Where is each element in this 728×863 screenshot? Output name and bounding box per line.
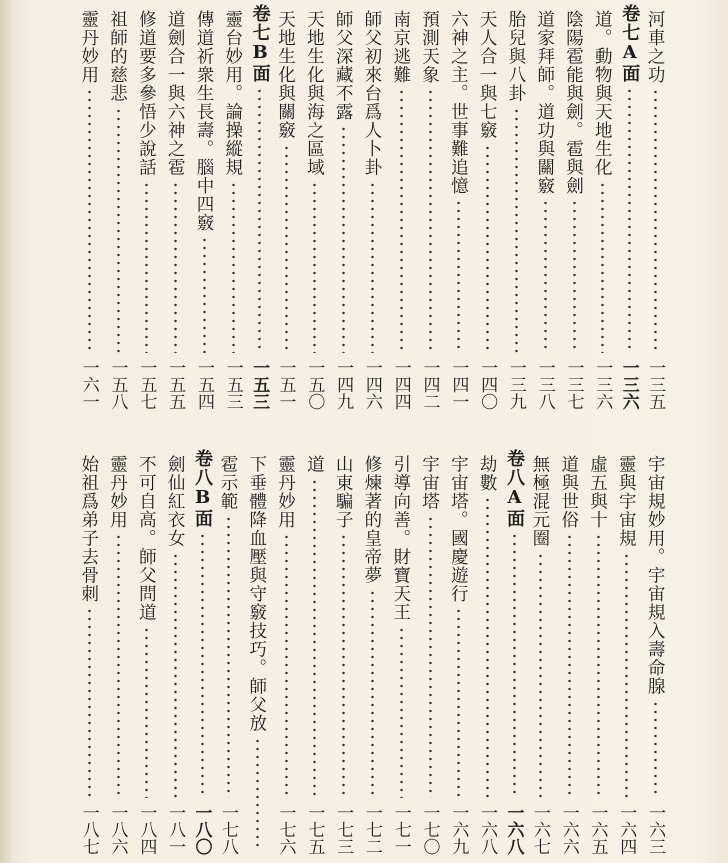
toc-page-number: 一五四 <box>193 359 214 410</box>
toc-entry <box>214 455 243 855</box>
toc-entry <box>219 10 248 410</box>
toc-entry <box>444 10 473 410</box>
dot-leader <box>256 737 259 850</box>
dot-leader <box>145 181 148 354</box>
toc-entry <box>444 455 473 855</box>
dot-leader <box>88 607 91 798</box>
toc-page-number: 一六六 <box>558 804 579 855</box>
toc-entry-title: 雹示範 <box>217 455 238 511</box>
toc-entry <box>526 455 555 855</box>
toc-entry <box>584 455 613 855</box>
toc-page-number: 一五五 <box>165 359 186 410</box>
toc-entry <box>300 455 329 855</box>
toc-page-number: 一四二 <box>419 359 440 410</box>
toc-entry-title: 修煉著的皇帝夢 <box>361 455 382 585</box>
dot-leader <box>539 552 542 799</box>
toc-page-number: 一四四 <box>390 359 411 410</box>
dot-leader <box>457 199 460 353</box>
toc-entry-title: 不可自高。師父問道 <box>136 455 157 622</box>
dot-leader <box>486 496 489 798</box>
toc-entry-title: 下垂體降血壓與守竅技巧。師父放 <box>246 455 267 733</box>
section-heading-title: 卷七A面 <box>619 4 641 83</box>
toc-entry-title: 靈台妙用。論操縱規 <box>222 10 243 177</box>
toc-page-number: 一八〇 <box>191 804 212 855</box>
toc-entry-title: 師父初來台爲人卜卦 <box>361 10 382 177</box>
dot-leader <box>457 607 460 798</box>
dot-leader <box>285 144 288 354</box>
toc-entry <box>473 455 502 855</box>
dot-leader <box>400 626 403 799</box>
toc-page-number: 一五七 <box>136 359 157 410</box>
toc-entry <box>358 455 387 855</box>
toc-entry <box>75 455 104 855</box>
toc-entry-title: 道 <box>304 455 325 474</box>
dot-leader <box>342 533 345 798</box>
toc-entry-title: 無極混元圈 <box>529 455 550 548</box>
toc-entry-title: 山東騙子 <box>333 455 354 529</box>
toc-entry-title: 南京逃難 <box>390 10 411 84</box>
dot-leader <box>371 589 374 799</box>
toc-entry-title: 靈丹妙用 <box>107 455 128 529</box>
toc-page-number: 一七二 <box>361 804 382 855</box>
toc-entry-title: 引導向善。財寶天王 <box>390 455 411 622</box>
dot-leader <box>227 515 230 799</box>
toc-page-number: 一五三 <box>222 359 243 410</box>
dot-leader <box>174 181 177 354</box>
dot-leader <box>232 181 235 354</box>
toc-page-number: 一八七 <box>78 804 99 855</box>
toc-entry <box>473 10 502 410</box>
toc-entry <box>75 10 104 410</box>
toc-entry-title: 靈與宇宙規 <box>616 455 637 548</box>
toc-entry-title: 靈丹妙用 <box>275 455 296 529</box>
toc-page-number: 一六八 <box>477 804 498 855</box>
toc-page-number: 一四九 <box>333 359 354 410</box>
dot-leader <box>601 181 604 354</box>
dot-leader <box>117 533 120 798</box>
toc-entry <box>641 455 670 855</box>
toc-entry <box>272 455 301 855</box>
toc-page-number: 一三六 <box>592 359 613 410</box>
toc-page-number: 一五八 <box>107 359 128 410</box>
section-heading-title: 卷八B面 <box>192 449 214 528</box>
toc-entry-title: 宇宙塔 <box>419 455 440 511</box>
toc-entry-title: 宇宙塔。國慶遊行 <box>448 455 469 603</box>
toc-entry <box>416 10 445 410</box>
dot-leader <box>88 88 91 353</box>
toc-page-number: 一五〇 <box>304 359 325 410</box>
toc-entry-title: 河車之功 <box>645 10 666 84</box>
toc-page-number: 一五三 <box>249 359 270 410</box>
toc-entry-title: 天人合一與七竅 <box>477 10 498 140</box>
toc-entry <box>161 455 190 855</box>
toc-page-number: 一七三 <box>333 804 354 855</box>
dot-leader <box>429 88 432 353</box>
toc-page-number: 一六九 <box>448 804 469 855</box>
toc-entry <box>272 10 301 410</box>
dot-leader <box>342 125 345 353</box>
section-heading <box>190 449 214 855</box>
dot-leader <box>515 107 518 354</box>
toc-page-number: 一三五 <box>645 359 666 410</box>
toc-entry <box>243 455 272 855</box>
toc-page-number: 一五一 <box>275 359 296 410</box>
toc-page-number: 一七〇 <box>419 804 440 855</box>
section-heading <box>248 4 272 410</box>
toc-page-number: 一六八 <box>503 804 524 855</box>
dot-leader <box>285 533 288 798</box>
toc-entry-title: 師父深藏不露 <box>333 10 354 121</box>
toc-page-number: 一七一 <box>390 804 411 855</box>
toc-entry-title: 劫數 <box>477 455 498 492</box>
toc-entry <box>104 455 133 855</box>
toc-entry <box>387 455 416 855</box>
dot-leader <box>544 199 547 353</box>
dot-leader <box>513 532 516 798</box>
dot-leader <box>568 533 571 798</box>
dot-leader <box>371 181 374 354</box>
toc-page-number: 一六四 <box>616 804 637 855</box>
dot-leader <box>400 88 403 353</box>
toc-entry <box>612 455 641 855</box>
toc-entry <box>531 10 560 410</box>
section-heading <box>502 449 526 855</box>
toc-entry-title: 祖師的慈悲 <box>107 10 128 103</box>
dot-leader <box>573 199 576 353</box>
dot-leader <box>486 144 489 354</box>
dot-leader <box>258 87 261 353</box>
toc-entry-title: 天地生化與關竅 <box>275 10 296 140</box>
toc-entry <box>560 10 589 410</box>
toc-page-number: 一四一 <box>448 359 469 410</box>
toc-page-number: 一三六 <box>618 359 639 410</box>
toc-page-number: 一四〇 <box>477 359 498 410</box>
section-heading-title: 卷七B面 <box>249 4 271 83</box>
toc-page-number: 一四六 <box>361 359 382 410</box>
toc-entry <box>555 455 584 855</box>
toc-entry-title: 胎兒與八卦 <box>505 10 526 103</box>
toc-entry <box>329 455 358 855</box>
toc-top-section <box>0 4 728 410</box>
toc-bottom-section <box>0 449 728 855</box>
toc-entry <box>387 10 416 410</box>
toc-page-number: 一八一 <box>165 804 186 855</box>
toc-page-number: 一三七 <box>563 359 584 410</box>
toc-page-number: 一八四 <box>136 804 157 855</box>
toc-page-number: 一七五 <box>304 804 325 855</box>
toc-entry-title: 預測天象 <box>419 10 440 84</box>
toc-entry-title: 始祖爲弟子去骨刺 <box>78 455 99 603</box>
toc-page-number: 一三八 <box>534 359 555 410</box>
dot-leader <box>145 626 148 799</box>
toc-page-number: 一六七 <box>529 804 550 855</box>
dot-leader <box>313 181 316 354</box>
toc-entry-title: 天地生化與海之區域 <box>304 10 325 177</box>
toc-page-number: 一七八 <box>217 804 238 855</box>
toc-entry-title: 宇宙規妙用。宇宙規入壽命腺 <box>645 455 666 696</box>
toc-entry-title: 修道要多參悟少說話 <box>136 10 157 177</box>
toc-entry-title: 陰陽雹能與劍。雹與劍 <box>563 10 584 195</box>
toc-page-number: 一六三 <box>645 804 666 855</box>
toc-entry <box>132 10 161 410</box>
section-heading <box>617 4 641 410</box>
toc-page-number: 一六一 <box>78 359 99 410</box>
dot-leader <box>628 87 631 353</box>
toc-entry <box>641 10 670 410</box>
dot-leader <box>203 236 206 353</box>
toc-entry-title: 傳道祈衆生長壽。腦中四竅 <box>193 10 214 232</box>
dot-leader <box>313 478 316 799</box>
dot-leader <box>625 552 628 799</box>
toc-entry-title: 六神之主。世事難追憶 <box>448 10 469 195</box>
toc-entry <box>416 455 445 855</box>
toc-entry <box>502 10 531 410</box>
dot-leader <box>201 532 204 798</box>
dot-leader <box>174 552 177 799</box>
toc-page-number: 一七六 <box>275 804 296 855</box>
toc-entry <box>190 10 219 410</box>
toc-entry-title: 道劍合一與六神之雹 <box>165 10 186 177</box>
dot-leader <box>429 515 432 799</box>
toc-entry <box>358 10 387 410</box>
dot-leader <box>117 107 120 354</box>
toc-page-number: 一八六 <box>107 804 128 855</box>
toc-entry <box>300 10 329 410</box>
toc-entry-title: 道與世俗 <box>558 455 579 529</box>
toc-entry <box>329 10 358 410</box>
toc-entry-title: 道家拜師。道功與關竅 <box>534 10 555 195</box>
dot-leader <box>597 533 600 798</box>
toc-entry-title: 虛五與十 <box>587 455 608 529</box>
toc-page-number: 一三九 <box>505 359 526 410</box>
dot-leader <box>654 700 657 799</box>
toc-page-number: 一六五 <box>587 804 608 855</box>
toc-entry <box>161 10 190 410</box>
dot-leader <box>654 88 657 353</box>
toc-entry-title: 劍仙紅衣女 <box>165 455 186 548</box>
toc-entry <box>588 10 617 410</box>
toc-entry-title: 靈丹妙用 <box>78 10 99 84</box>
toc-entry <box>104 10 133 410</box>
toc-entry <box>132 455 161 855</box>
section-heading-title: 卷八A面 <box>504 449 526 528</box>
toc-entry-title: 道。動物與天地生化 <box>592 10 613 177</box>
